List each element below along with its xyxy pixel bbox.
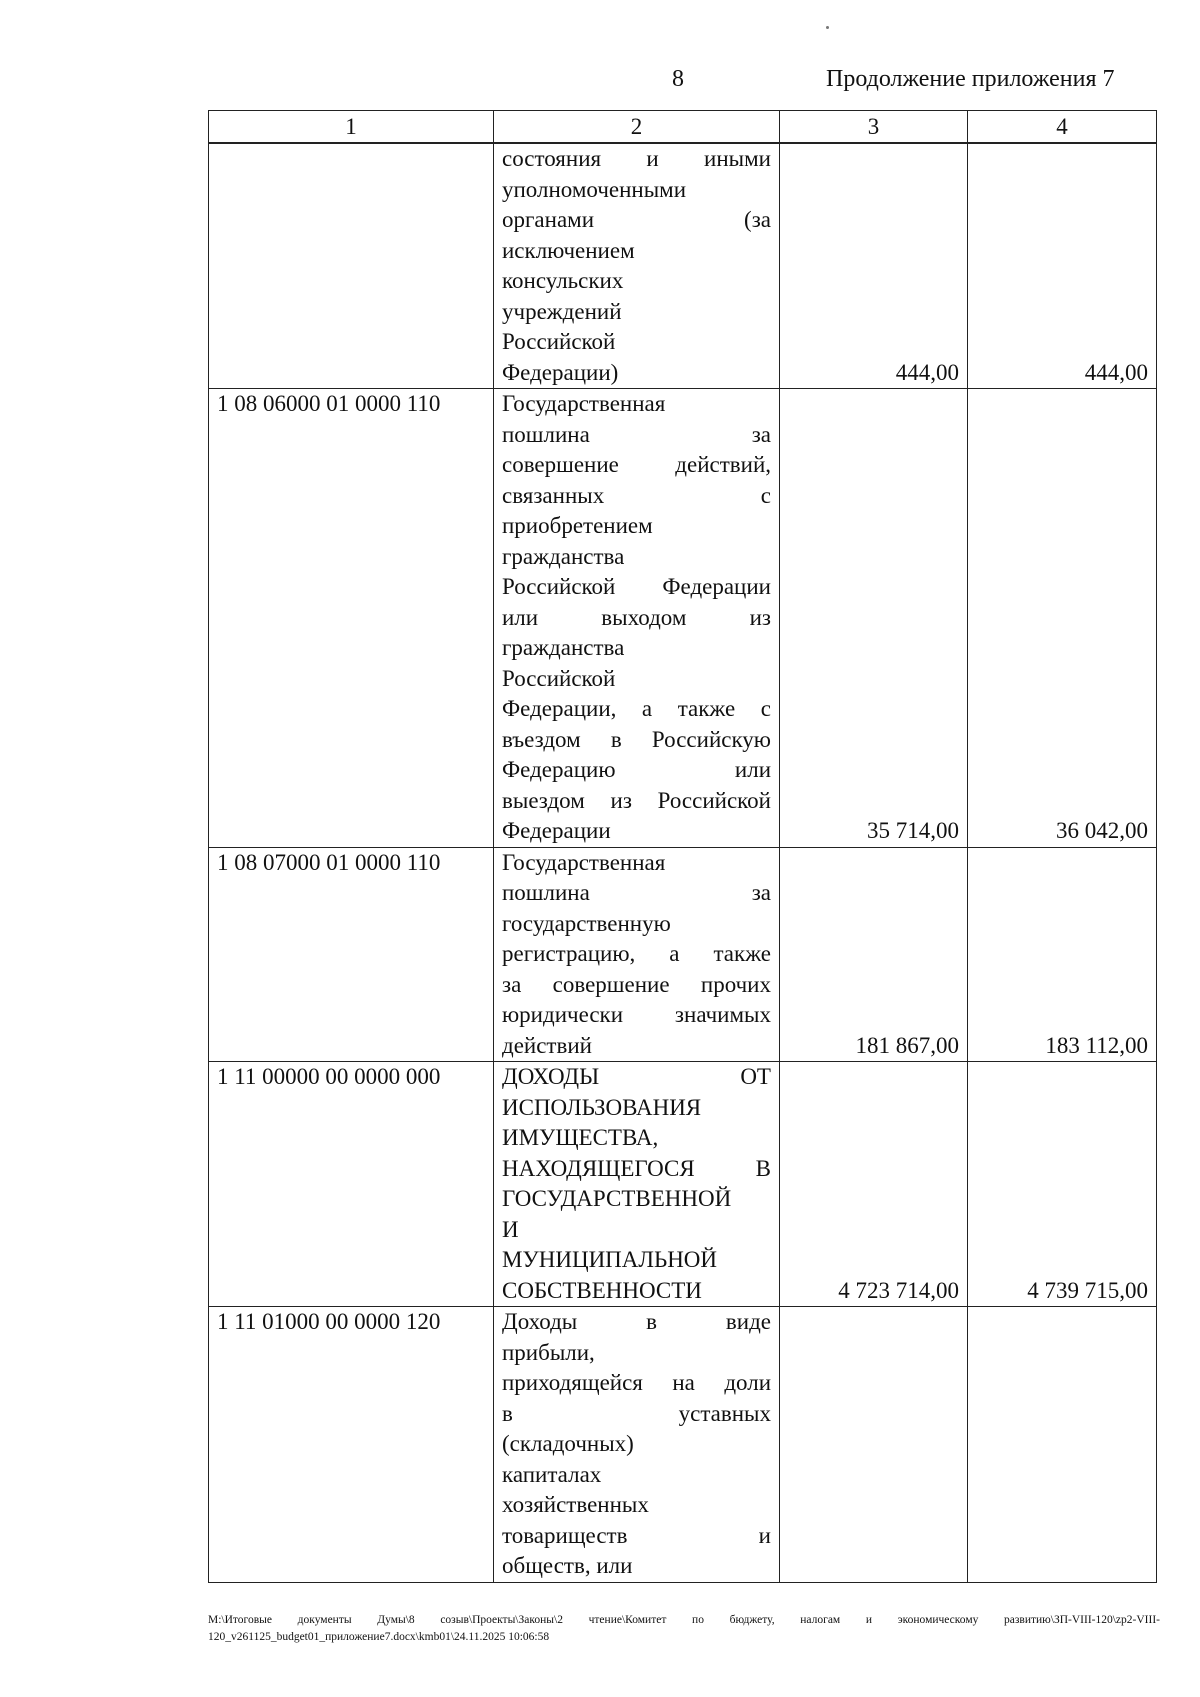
description-line: состояния и иными (502, 146, 771, 171)
description-line: товариществ и (502, 1522, 771, 1548)
description-line: хозяйственных (502, 1492, 649, 1517)
description-line: въездом в Российскую (502, 726, 771, 752)
description-line: прибыли, (502, 1339, 595, 1365)
amount-col3-cell (780, 1307, 968, 1583)
amount-col4-cell: 36 042,00 (968, 389, 1157, 848)
description-line: выездом из Российской (502, 787, 771, 813)
description-line: Федерации) (502, 359, 619, 385)
table-row (209, 847, 1157, 1062)
column-header-4: 4 (968, 111, 1157, 144)
description-line: МУНИЦИПАЛЬНОЙ (502, 1247, 718, 1272)
description-line: пошлина за (502, 421, 771, 447)
description-cell (494, 847, 780, 1062)
description-line: в уставных (502, 1400, 771, 1426)
description-line: гражданства (502, 543, 625, 569)
description-line: ГОСУДАРСТВЕННОЙ (502, 1186, 732, 1211)
amount-col3-cell: 181 867,00 (780, 847, 968, 1062)
amount-col3-cell: 444,00 (780, 143, 968, 389)
description-line: Государственная (502, 391, 666, 416)
table-row (209, 389, 1157, 848)
description-line: ИСПОЛЬЗОВАНИЯ (502, 1094, 702, 1120)
amount-col3-cell: 35 714,00 (780, 389, 968, 848)
description-line: действий (502, 1032, 592, 1058)
amount-col4-cell (968, 1307, 1157, 1583)
description-line: Российской (502, 665, 616, 691)
description-line: пошлина за (502, 880, 771, 905)
description-line: Российской Федерации (502, 574, 771, 599)
amount-col4-cell: 4 739 715,00 (968, 1062, 1157, 1307)
description-line: Государственная (502, 849, 666, 875)
description-cell (494, 389, 780, 848)
description-line: гражданства (502, 635, 625, 660)
description-line: уполномоченными (502, 176, 687, 202)
description-line: приобретением (502, 513, 653, 538)
revenue-table (208, 110, 1157, 1583)
description-line: И (502, 1216, 519, 1242)
table-row (209, 1307, 1157, 1583)
description-line: обществ, или (502, 1553, 633, 1578)
description-line: учреждений (502, 298, 622, 324)
continuation-title: Продолжение приложения 7 (826, 66, 1115, 92)
amount-col3-cell: 4 723 714,00 (780, 1062, 968, 1307)
description-line: Федерации, а также с (502, 696, 771, 721)
description-line: приходящейся на доли (502, 1370, 771, 1395)
description-line: Доходы в виде (502, 1309, 771, 1334)
description-line: СОБСТВЕННОСТИ (502, 1277, 702, 1303)
description-line: Федерацию или (502, 757, 771, 782)
description-cell (494, 143, 780, 389)
description-line: капиталах (502, 1461, 602, 1487)
budget-code-cell: 1 08 07000 01 0000 110 (209, 847, 494, 1062)
budget-code-cell (209, 143, 494, 389)
description-cell (494, 1307, 780, 1583)
table-row (209, 143, 1157, 389)
column-header-3: 3 (780, 111, 968, 144)
description-line: совершение действий, (502, 452, 771, 477)
description-line: Федерации (502, 818, 611, 843)
description-line: за совершение прочих (502, 971, 771, 997)
amount-col4-cell: 444,00 (968, 143, 1157, 389)
description-line: консульских (502, 268, 624, 293)
description-line: исключением (502, 237, 635, 263)
column-header-1: 1 (209, 111, 494, 144)
description-line: юридически значимых (502, 1002, 771, 1027)
budget-code-cell: 1 11 01000 00 0000 120 (209, 1307, 494, 1583)
page-number: 8 (672, 66, 684, 92)
table-header-row (209, 111, 1157, 144)
column-header-2: 2 (494, 111, 780, 144)
budget-code-cell: 1 11 00000 00 0000 000 (209, 1062, 494, 1307)
description-line: регистрацию, а также (502, 941, 771, 966)
description-line: ДОХОДЫ ОТ (502, 1064, 771, 1089)
budget-code-cell: 1 08 06000 01 0000 110 (209, 389, 494, 848)
description-line: ИМУЩЕСТВА, (502, 1125, 659, 1150)
description-line: государственную (502, 910, 671, 936)
description-line: (складочных) (502, 1431, 634, 1456)
scan-speck (826, 26, 829, 29)
description-cell (494, 1062, 780, 1307)
table-row (209, 1062, 1157, 1307)
document-path-footer: M:\Итоговые документы Думы\8 созыв\Проекты\Законы\2 чтение\Комитет по бюджету, налогам и экономическому развитию\ЗП-VIII-120\zp2-VIII-120_v261125_budget01_приложение7.docx\kmb01\24.11.2025 10:06:58 (208, 1614, 1160, 1643)
description-line: органами (за (502, 207, 771, 232)
amount-col4-cell: 183 112,00 (968, 847, 1157, 1062)
description-line: Российской (502, 329, 616, 354)
description-line: НАХОДЯЩЕГОСЯ В (502, 1155, 771, 1181)
description-line: или выходом из (502, 604, 771, 630)
description-line: связанных с (502, 482, 771, 508)
